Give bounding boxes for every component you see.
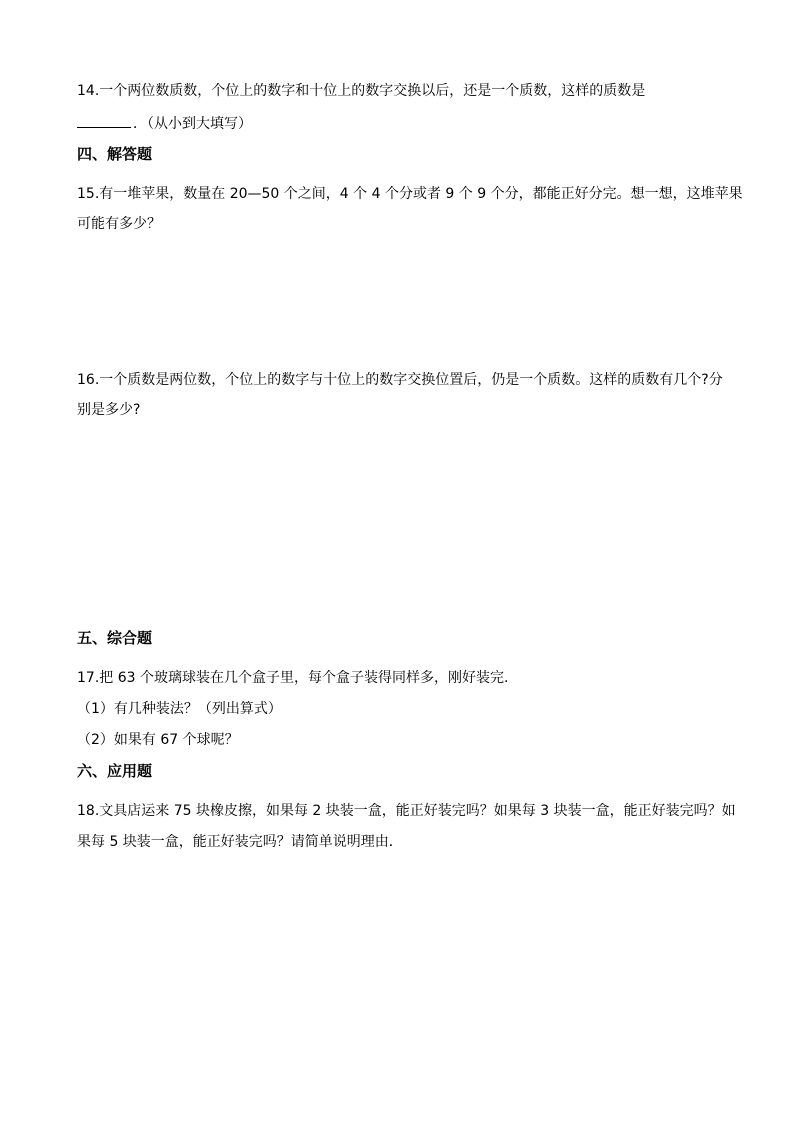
q17-sub2: （2）如果有 67 个球呢？ — [77, 732, 239, 748]
section-heading-5: 五、综合题 — [77, 629, 153, 647]
q17-line1: 17.把 63 个玻璃球装在几个盒子里，每个盒子装得同样多，刚好装完. — [77, 670, 509, 686]
q14-line2-suffix: ．（从小到大填写） — [133, 116, 252, 132]
q17-sub1: （1）有几种装法？（列出算式） — [77, 701, 282, 717]
q14-line2 — [77, 113, 252, 134]
section-heading-6: 六、应用题 — [77, 762, 153, 780]
q15-line2: 可能有多少？ — [77, 216, 161, 232]
q16-line2: 别是多少? — [77, 402, 141, 418]
q15-line1: 15.有一堆苹果，数量在 20—50 个之间，4 个 4 个分或者 9 个 9 个分，都能正好分完。想一想，这堆苹果 — [77, 186, 743, 202]
q16-line1: 16.一个质数是两位数，个位上的数字与十位上的数字交换位置后，仍是一个质数。这样的质数有几个?分 — [77, 372, 723, 388]
q18-line2: 果每 5 块装一盒，能正好装完吗？请简单说明理由． — [77, 834, 403, 850]
q18-line1: 18.文具店运来 75 块橡皮擦，如果每 2 块装一盒，能正好装完吗？如果每 3 块装一盒，能正好装完吗？如 — [77, 803, 736, 819]
section-heading-4: 四、解答题 — [77, 145, 153, 163]
q14-line1: 14.一个两位数质数，个位上的数字和十位上的数字交换以后，还是一个质数，这样的质数是 — [77, 83, 646, 99]
answer-blank[interactable] — [77, 113, 131, 128]
